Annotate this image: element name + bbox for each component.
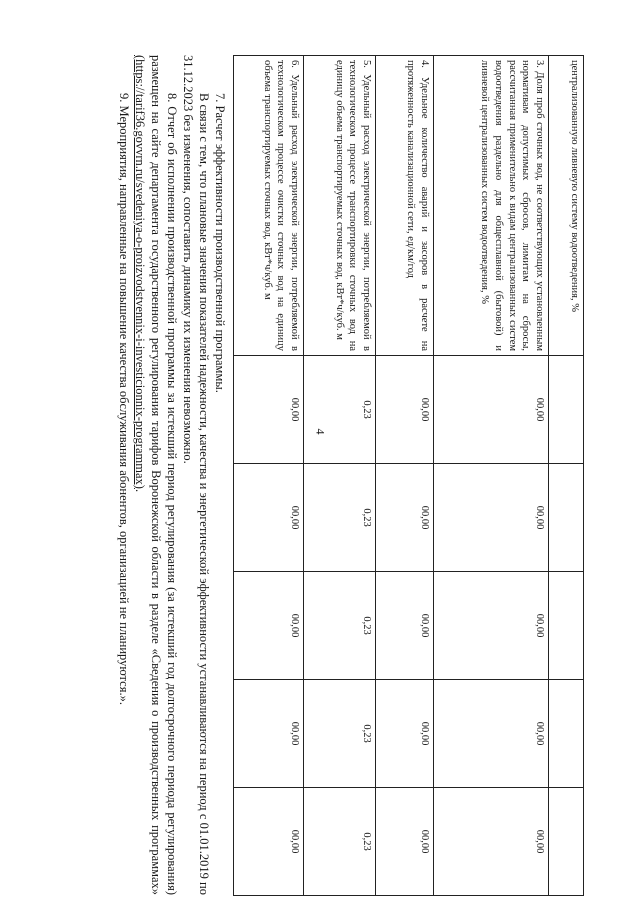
metric-value: 00,00 (376, 788, 434, 896)
metric-description: 6. Удельный расход электрической энергии, потребляемой в технологическом процессе очистки сточных вод на единицу объема транспортируемых сточных вод, кВт*ч/куб. м (234, 56, 304, 356)
metric-value (549, 572, 584, 680)
metric-value (549, 788, 584, 896)
table-row (434, 56, 549, 896)
metric-value: 00,00 (376, 680, 434, 788)
metric-description: 5. Удельный расход электрической энергии, потребляемой в технологическом процессе транспортировки сточных вод на единицу объема транспортируемых сточных вод, кВт*ч/куб. м (304, 56, 376, 356)
table-row (234, 56, 304, 896)
rotated-page-content (24, 55, 584, 895)
metric-value: 00,00 (234, 788, 304, 896)
metric-description: 3. Доля проб сточных вод, не соответствующих установленным нормативам допустимых сбросов, лимитам на сбросы, рассчитанная применительно к видам централизованных систем водоотведения раздельно для общесплавной (бытовой) и ливневой централизованных систем водоотведения, % (434, 56, 549, 356)
table-row (549, 56, 584, 896)
metric-value (549, 680, 584, 788)
metric-value: 0,23 (304, 788, 376, 896)
metric-value: 0,23 (304, 464, 376, 572)
metric-value: 00,00 (434, 680, 549, 788)
metric-description: 4. Удельное количество аварий и засоров в расчете на протяженность канализационной сети, ед/км/год (376, 56, 434, 356)
metric-value: 00,00 (434, 356, 549, 464)
metric-value: 00,00 (234, 680, 304, 788)
metric-value (549, 464, 584, 572)
metric-value: 00,00 (434, 464, 549, 572)
metric-value: 00,00 (376, 464, 434, 572)
section-7-heading: 7. Расчет эффективности производственной программы. (213, 93, 227, 393)
section-8-paragraph (132, 55, 180, 895)
programs-link[interactable]: (https://tarif36.govvrn.ru/svedeniya-o-proizvodstvennix-i-investicionnix-programmax) (133, 55, 147, 489)
table-row (304, 56, 376, 896)
section-8-text: 8. Отчет об исполнении производственной программы за истекший период регулирования (за истекший год долгосрочного периода регулирования) размещен на сайте департамента государственного регулирования тарифов Воронежской области в разделе «Сведения о производственных программах» (149, 55, 179, 895)
metric-value: 00,00 (376, 356, 434, 464)
metric-value (549, 356, 584, 464)
body-text (116, 55, 228, 895)
section-7-text: В связи с тем, что плановые значения показателей надежности, качества и энергетической эффективности устанавливаются на период с 01.01.2019 по 31.12.2023 без изменения, сопоставить динамику их изменения невозможно. (181, 55, 211, 895)
metric-value: 0,23 (304, 356, 376, 464)
section-9-text: 9. Мероприятия, направленные на повышение качества обслуживания абонентов, организацией не планируются.». (117, 93, 131, 705)
metric-value: 00,00 (234, 464, 304, 572)
metric-value: 00,00 (234, 572, 304, 680)
section-8-end: . (133, 488, 147, 493)
metric-value: 0,23 (304, 572, 376, 680)
page-number: 4 (313, 428, 328, 435)
metrics-table (233, 55, 584, 896)
metric-description: централизованную ливневую систему водоотведения, % (549, 56, 584, 356)
metric-value: 00,00 (376, 572, 434, 680)
table-row (376, 56, 434, 896)
metric-value: 00,00 (434, 788, 549, 896)
metric-value: 00,00 (234, 356, 304, 464)
metric-value: 0,23 (304, 680, 376, 788)
metric-value: 00,00 (434, 572, 549, 680)
